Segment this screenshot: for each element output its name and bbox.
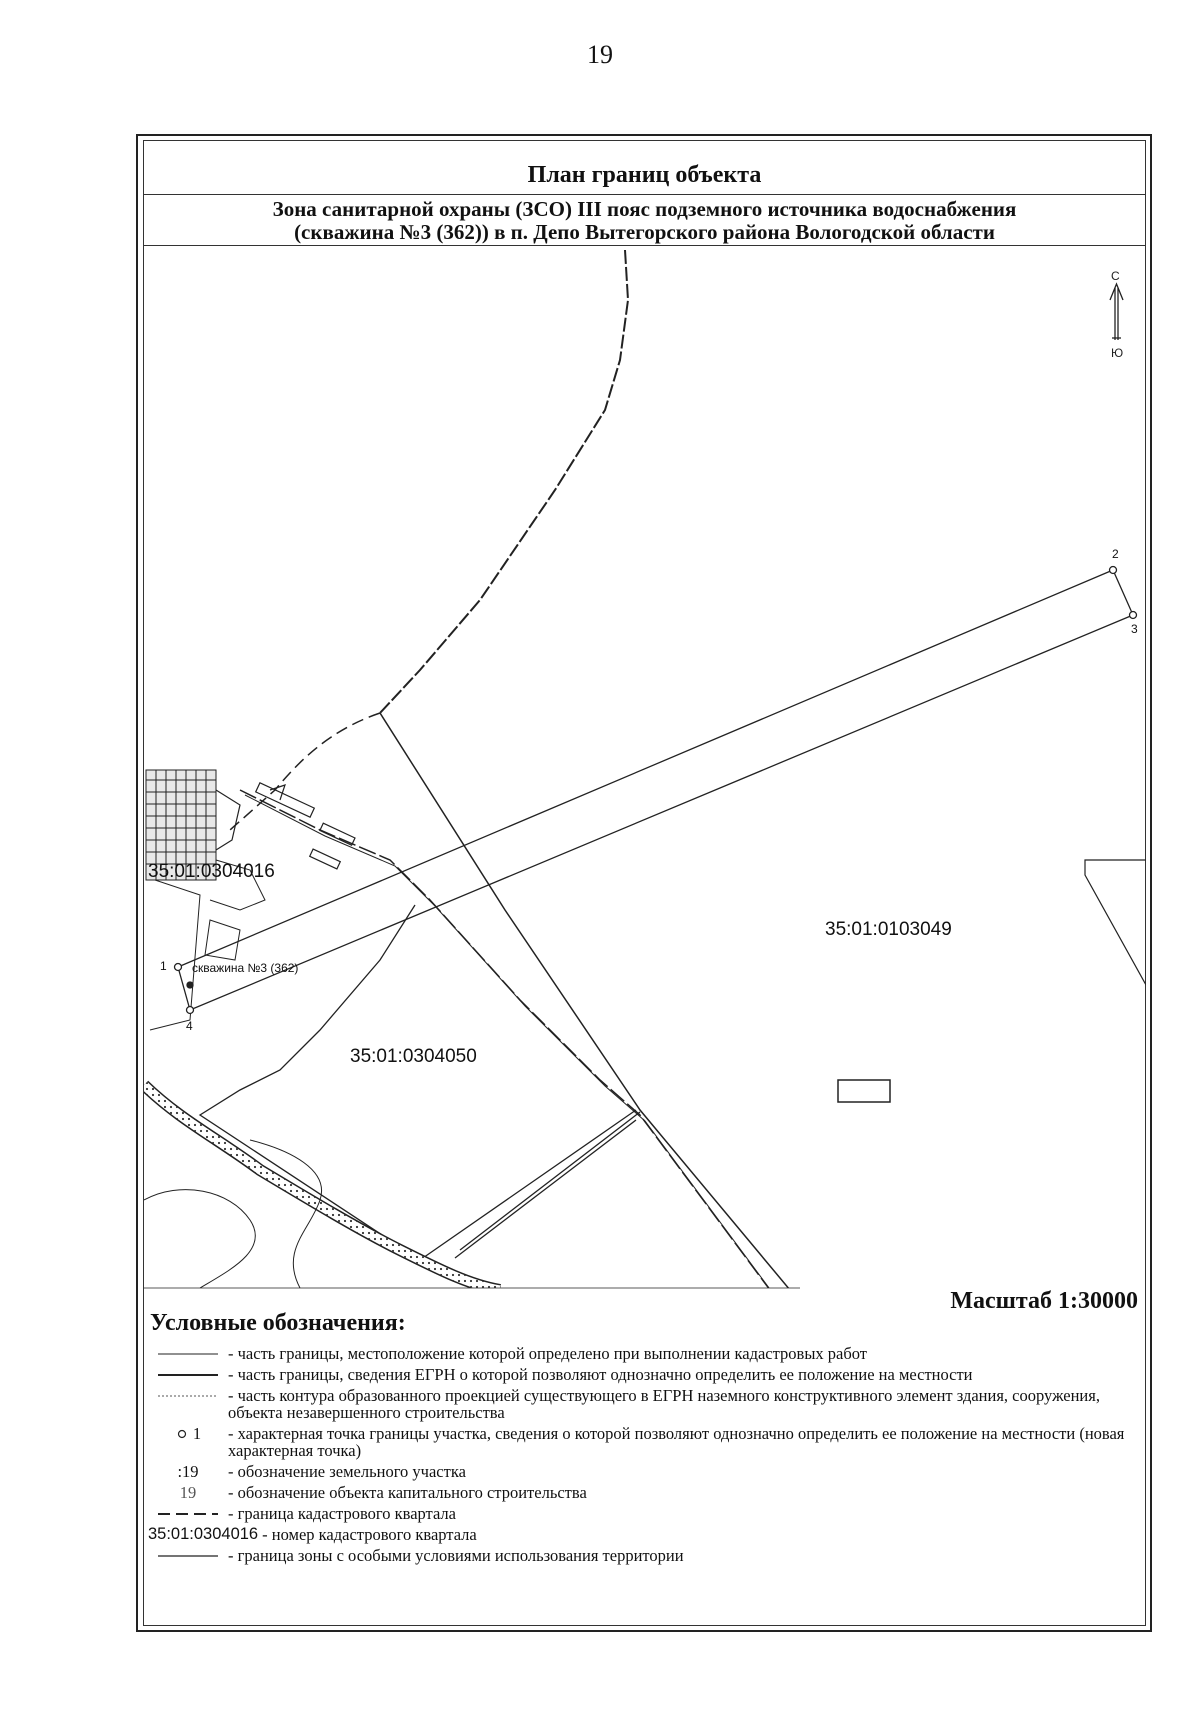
legend-item: [148, 1505, 1128, 1522]
railway-line-2: [245, 795, 775, 1296]
legend-item: [148, 1484, 1128, 1501]
point-3-marker: [1130, 612, 1137, 619]
legend: [148, 1345, 1128, 1568]
parcel-boundary-diagonal: [380, 713, 790, 1290]
plan-title: План границ объекта: [143, 155, 1146, 195]
legend-text: - характерная точка границы участка, сведения о которой позволяют однозначно определить ее положение на местности (новая характерная точка): [228, 1424, 1125, 1460]
building-outline-right: [1085, 860, 1146, 985]
legend-symbol-thin-line: [148, 1345, 228, 1362]
point-4-label: 4: [186, 1019, 193, 1033]
parcel-boundary-lower: [460, 1112, 640, 1250]
legend-item: [148, 1526, 1128, 1543]
river-band-inner: [144, 1085, 500, 1290]
legend-symbol-parcel-number: :19: [177, 1462, 199, 1481]
legend-symbol-point-number: 1: [192, 1424, 202, 1443]
terrain-contour-2: [250, 1140, 322, 1288]
legend-text: - часть границы, местоположение которой определено при выполнении кадастровых работ: [228, 1344, 867, 1363]
point-2-label: 2: [1112, 547, 1119, 561]
point-1-marker: [175, 964, 182, 971]
legend-text: - номер кадастрового квартала: [262, 1525, 477, 1544]
legend-symbol-quarter-number: 35:01:0304016: [148, 1525, 259, 1543]
point-2-marker: [1110, 567, 1117, 574]
point-1-label: 1: [160, 959, 167, 973]
quarter-0304050-boundary: [200, 905, 636, 1260]
legend-item: [148, 1366, 1128, 1383]
subtitle-line-1: Зона санитарной охраны (ЗСО) III пояс подземного источника водоснабжения: [272, 197, 1017, 221]
settlement-blocks: [146, 770, 265, 1030]
north-arrow-icon: [1110, 284, 1123, 340]
compass-north-label: С: [1111, 269, 1120, 283]
protection-zone-boundary: [178, 570, 1133, 1010]
page-number: 19: [587, 40, 613, 69]
legend-title: Условные обозначения:: [150, 1310, 406, 1336]
legend-text: - граница зоны с особыми условиями использования территории: [228, 1546, 684, 1565]
legend-item: [148, 1463, 1128, 1480]
building-rect: [838, 1080, 890, 1102]
legend-symbol-zone-line: [148, 1547, 228, 1564]
well-label: скважина №3 (362): [192, 961, 299, 975]
legend-symbol-dashed-line: [148, 1505, 228, 1522]
quarter-label-0304016: 35:01:0304016: [148, 861, 275, 882]
legend-text: - обозначение объекта капитального строительства: [228, 1483, 587, 1502]
quarter-boundary-dashed: [230, 713, 380, 830]
legend-text: - граница кадастрового квартала: [228, 1504, 456, 1523]
point-4-marker: [187, 1007, 194, 1014]
point-3-label: 3: [1131, 622, 1138, 636]
legend-item: [148, 1547, 1128, 1564]
legend-item: [148, 1387, 1128, 1421]
legend-text: - обозначение земельного участка: [228, 1462, 466, 1481]
quarter-label-0304050: 35:01:0304050: [350, 1046, 477, 1067]
terrain-contour-1: [144, 1190, 255, 1288]
legend-symbol-building-number: 19: [179, 1483, 197, 1502]
legend-item: [148, 1425, 1128, 1459]
scale-label: Масштаб 1:30000: [950, 1288, 1138, 1314]
well-marker: [187, 982, 193, 988]
legend-symbol-dotted-line: [148, 1387, 228, 1404]
compass-south-label: Ю: [1111, 346, 1124, 360]
subtitle-line-2: (скважина №3 (362)) в п. Депо Вытегорского района Вологодской области: [294, 220, 995, 244]
legend-item: [148, 1345, 1128, 1362]
legend-symbol-thick-line: [148, 1366, 228, 1383]
legend-text: - часть контура образованного проекцией существующего в ЕГРН наземного конструктивного элемент здания, сооружения, объекта незавершенного строительства: [228, 1386, 1100, 1422]
characteristic-points: [175, 567, 1137, 1014]
quarter-label-0103049: 35:01:0103049: [825, 919, 952, 940]
river-band: [144, 1085, 500, 1290]
legend-text: - часть границы, сведения ЕГРН о которой позволяют однозначно определить ее положение на местности: [228, 1365, 973, 1384]
legend-symbol-point: [148, 1425, 228, 1442]
parcel-boundary-lower-2: [455, 1120, 636, 1258]
quarter-boundary-north: [380, 250, 628, 713]
